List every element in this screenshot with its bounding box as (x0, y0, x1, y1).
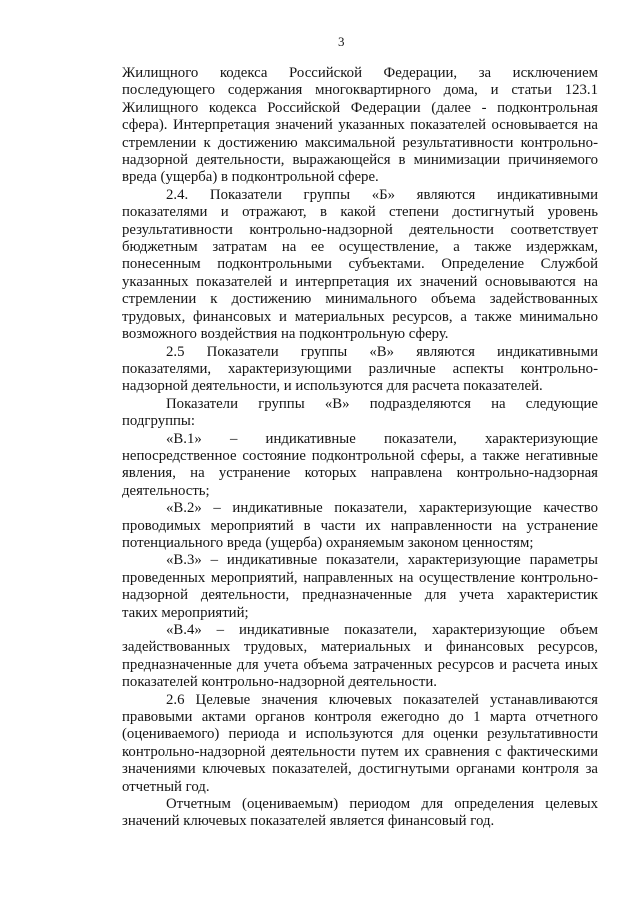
text-line: стремлении к достижению минимального объема задействованных (122, 291, 598, 308)
text-line: контрольно-надзорной деятельности путем их сравнения с фактическими (122, 743, 598, 760)
paragraph-2-6 (122, 692, 598, 796)
paragraph-continuation (122, 65, 598, 187)
text-line: Отчетным (оцениваемым) периодом для определения целевых (166, 796, 598, 813)
text-line: показателей контрольно-надзорной деятельности. (122, 674, 437, 691)
page-number: 3 (338, 34, 345, 49)
paragraph-subgroup-b2 (122, 500, 598, 552)
text-line: деятельность; (122, 482, 210, 499)
text-line: «В.1» – индикативные показатели, характеризующие (166, 430, 598, 447)
text-line: сфера). Интерпретация значений указанных показателей основывается на (122, 117, 598, 134)
text-line: Жилищного кодекса Российской Федерации (далее - подконтрольная (122, 99, 598, 116)
text-line: «В.2» – индикативные показатели, характеризующие качество (166, 500, 598, 517)
text-line: указанных показателей и интерпретация их значений основываются на (122, 273, 598, 290)
text-line: вреда (ущерба) в подконтрольной сфере. (122, 169, 379, 186)
text-line: предназначенные для учета объема затраченных ресурсов и расчета иных (122, 656, 598, 673)
text-line: 2.4. Показатели группы «Б» являются индикативными (166, 186, 598, 203)
text-line: последующего содержания многоквартирного дома, и статьи 123.1 (122, 82, 598, 99)
text-line: проведенных мероприятий, направленных на осуществление контрольно- (122, 569, 598, 586)
text-line: правовыми актами органов контроля ежегодно до 1 марта отчетного (122, 709, 598, 726)
paragraph-subgroup-b3 (122, 552, 598, 622)
text-line: значений ключевых показателей является финансовый год. (122, 813, 495, 830)
paragraph-subgroup-b1 (122, 431, 598, 501)
text-line: явления, на устранение которых направлена контрольно-надзорная (122, 465, 598, 482)
text-line: возможного воздействия на подконтрольную сферу. (122, 326, 449, 343)
text-line: 2.5 Показатели группы «В» являются индикативными (166, 343, 598, 360)
text-line: понесенным подконтрольными субъектами. Определение Службой (122, 256, 598, 273)
text-line: надзорной деятельности, выражающейся в минимизации причиняемого (122, 152, 598, 169)
text-line: результативности контрольно-надзорной деятельности соответствует (122, 221, 598, 238)
text-line: (оцениваемого) периода и используются для оценки результативности (122, 726, 598, 743)
text-line: значениями ключевых показателей, достигнутыми органами контроля за (122, 761, 598, 778)
text-line: Жилищного кодекса Российской Федерации, за исключением (122, 65, 598, 81)
text-line: непосредственное состояние подконтрольной сферы, а также негативные (122, 447, 598, 464)
text-line: Показатели группы «В» подразделяются на следующие (166, 395, 598, 412)
text-line: задействованных трудовых, материальных и финансовых ресурсов, (122, 639, 598, 656)
text-line: стремлении к достижению максимальной результативности контрольно- (122, 134, 598, 151)
paragraph-reporting-period (122, 796, 598, 831)
text-line: показателями и отражают, в какой степени достигнутый уровень (122, 204, 598, 221)
text-line: трудовых, финансовых и материальных ресурсов, а также минимально (122, 308, 598, 325)
paragraph-subgroup-b4 (122, 622, 598, 692)
text-line: показателями, характеризующими различные аспекты контрольно- (122, 360, 598, 377)
paragraph-2-4 (122, 187, 598, 344)
text-line: бюджетным затратам на ее осуществление, а также издержкам, (122, 239, 598, 256)
text-line: отчетный год. (122, 778, 210, 795)
text-line: «В.4» – индикативные показатели, характеризующие объем (166, 622, 598, 638)
paragraph-2-5 (122, 344, 598, 396)
document-body (122, 65, 598, 831)
text-line: потенциального вреда (ущерба) охраняемым законом ценностям; (122, 534, 534, 551)
text-line: «В.3» – индикативные показатели, характеризующие параметры (166, 552, 598, 569)
text-line: проводимых мероприятий в части их направленности на устранение (122, 517, 598, 534)
text-line: надзорной деятельности, предназначенные для учета характеристик (122, 587, 598, 604)
paragraph-group-b-subgroups (122, 396, 598, 431)
text-line: 2.6 Целевые значения ключевых показателей устанавливаются (166, 691, 598, 708)
text-line: надзорной деятельности, и используются для расчета показателей. (122, 378, 543, 395)
text-line: таких мероприятий; (122, 604, 249, 621)
text-line: подгруппы: (122, 413, 195, 430)
